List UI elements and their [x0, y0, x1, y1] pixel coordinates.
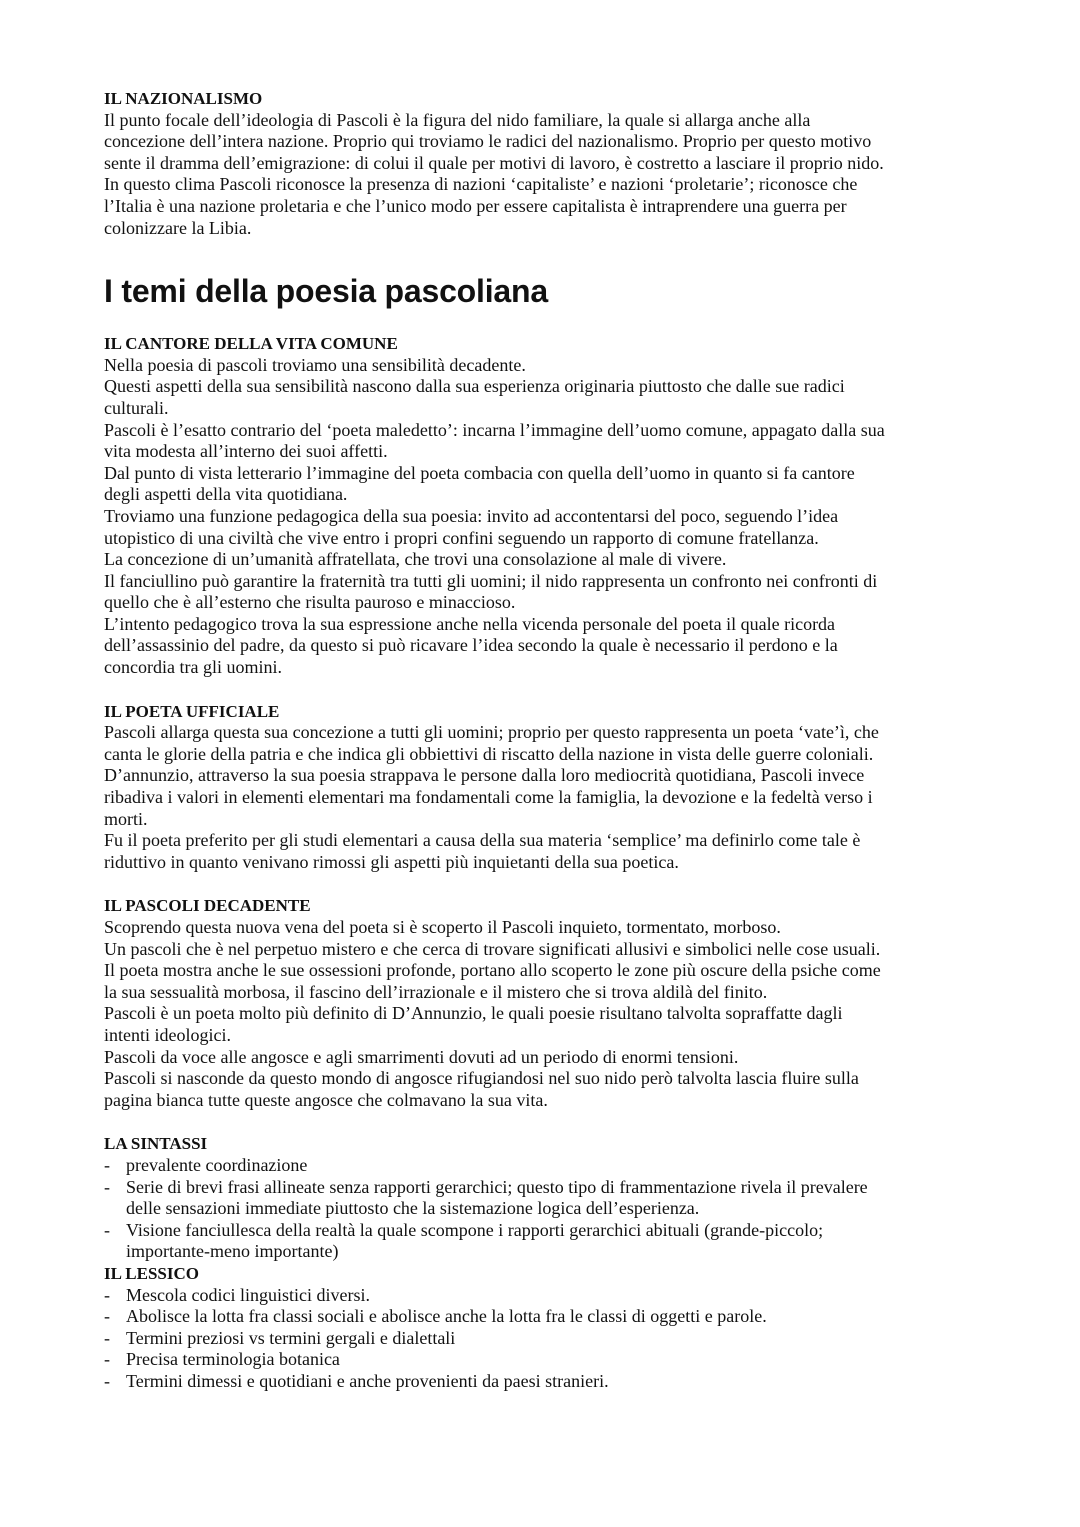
- text-line: La concezione di un’umanità affratellata, che trovi una consolazione al male di vivere.: [104, 549, 727, 570]
- dash-bullet: -: [104, 1176, 110, 1197]
- list-item: [104, 1155, 984, 1177]
- text-line: Nella poesia di pascoli troviamo una sensibilità decadente.: [104, 354, 526, 375]
- section-heading: IL POETA UFFICIALE: [104, 701, 280, 721]
- text-line: Abolisce la lotta fra classi sociali e abolisce anche la lotta fra le classi di oggetti e parole.: [126, 1306, 767, 1327]
- section-spacer: [104, 873, 984, 895]
- list-item: [104, 1306, 984, 1328]
- text-line: riduttivo in quanto venivano rimossi gli aspetti più inquietanti della sua poetica.: [104, 851, 679, 872]
- text-line: concordia tra gli uomini.: [104, 657, 282, 678]
- text-line: Pascoli è un poeta molto più definito di D’Annunzio, le quali poesie risultano talvolta sopraffatte dagli: [104, 1003, 843, 1024]
- text-line: morti.: [104, 808, 148, 829]
- section-cantore: [104, 333, 984, 679]
- section-heading: IL PASCOLI DECADENTE: [104, 896, 311, 916]
- section-ufficiale: [104, 701, 984, 874]
- text-line: pagina bianca tutte queste angosce che colmavano la sua vita.: [104, 1089, 548, 1110]
- dash-bullet: -: [104, 1284, 110, 1305]
- dash-bullet: -: [104, 1306, 110, 1327]
- text-line: utopistico di una civiltà che vive entro i propri confini seguendo un rapporto di comune fratellanza.: [104, 527, 819, 548]
- dash-bullet: -: [104, 1154, 110, 1175]
- text-line: la sua sessualità morbosa, il fascino dell’irrazionale e il mistero che si trova aldilà del finito.: [104, 981, 768, 1002]
- dash-bullet: -: [104, 1349, 110, 1370]
- list-item: [104, 1177, 984, 1220]
- text-line: Termini dimessi e quotidiani e anche provenienti da paesi stranieri.: [126, 1370, 609, 1391]
- text-line: Visione fanciullesca della realtà la quale scompone i rapporti gerarchici abituali (grande-piccolo;: [126, 1219, 824, 1240]
- section-spacer: [104, 1111, 984, 1133]
- dash-bullet: -: [104, 1370, 110, 1391]
- text-line: concezione dell’intera nazione. Proprio qui troviamo le radici del nazionalismo. Proprio per questo motivo: [104, 131, 872, 152]
- text-line: Il punto focale dell’ideologia di Pascoli è la figura del nido familiare, la quale si allarga anche alla: [104, 109, 811, 130]
- text-line: L’intento pedagogico trova la sua espressione anche nella vicenda personale del poeta il quale ricorda: [104, 613, 836, 634]
- text-line: dell’assassinio del padre, da questo si può ricavare l’idea secondo la quale è necessario il perdono e la: [104, 635, 838, 656]
- paragraph: [104, 722, 984, 873]
- bullet-list: [104, 1155, 984, 1263]
- text-line: colonizzare la Libia.: [104, 217, 252, 238]
- text-line: Un pascoli che è nel perpetuo mistero e che cerca di trovare significati allusivi e simbolici nelle cose usuali.: [104, 938, 881, 959]
- text-line: sente il dramma dell’emigrazione: di colui il quale per motivi di lavoro, è costretto a lasciare il proprio nido.: [104, 152, 884, 173]
- text-line: degli aspetti della vita quotidiana.: [104, 484, 348, 505]
- text-line: canta le glorie della patria e che indica gli obbiettivi di riscatto della nazione in vista delle guerre coloniali.: [104, 743, 874, 764]
- text-line: D’annunzio, attraverso la sua poesia strappava le persone dalla loro mediocrità quotidiana, Pascoli invece: [104, 765, 865, 786]
- section-heading: IL CANTORE DELLA VITA COMUNE: [104, 334, 398, 354]
- paragraph: [104, 917, 984, 1111]
- text-line: Pascoli allarga questa sua concezione a tutti gli uomini; proprio per questo rappresenta un poeta ‘vate’ì, che: [104, 722, 879, 743]
- section-nazionalismo: [104, 88, 984, 239]
- paragraph: [104, 355, 984, 679]
- text-line: l’Italia è una nazione proletaria e che l’unico modo per essere capitalista è intraprendere una guerra per: [104, 195, 847, 216]
- section-heading: LA SINTASSI: [104, 1134, 208, 1154]
- text-line: Il fanciullino può garantire la fraternità tra tutti gli uomini; il nido rappresenta un confronto nei confronti di: [104, 570, 878, 591]
- text-line: Questi aspetti della sua sensibilità nascono dalla sua esperienza originaria piuttosto che dalle sue radici: [104, 376, 845, 397]
- section-decadente: [104, 895, 984, 1111]
- text-line: prevalente coordinazione: [126, 1154, 308, 1175]
- section-heading: IL NAZIONALISMO: [104, 89, 263, 108]
- text-line: Scoprendo questa nuova vena del poeta si è scoperto il Pascoli inquieto, tormentato, morboso.: [104, 917, 781, 937]
- bullet-list: [104, 1285, 984, 1393]
- text-line: Serie di brevi frasi allineate senza rapporti gerarchici; questo tipo di frammentazione rivela il prevalere: [126, 1176, 868, 1197]
- list-item: [104, 1285, 984, 1307]
- section-sintassi: [104, 1133, 984, 1263]
- text-line: Mescola codici linguistici diversi.: [126, 1284, 370, 1305]
- text-line: Pascoli è l’esatto contrario del ‘poeta maledetto’: incarna l’immagine dell’uomo comune, appagato dalla sua: [104, 419, 885, 440]
- text-line: Troviamo una funzione pedagogica della sua poesia: invito ad accontentarsi del poco, seguendo l’idea: [104, 505, 839, 526]
- list-item: [104, 1349, 984, 1371]
- text-line: delle sensazioni immediate piuttosto che la sistemazione logica dell’esperienza.: [126, 1198, 700, 1219]
- dash-bullet: -: [104, 1327, 110, 1348]
- list-item: [104, 1371, 984, 1393]
- text-line: quello che è all’esterno che risulta pauroso e minaccioso.: [104, 592, 516, 613]
- page-title: I temi della poesia pascoliana: [104, 273, 548, 310]
- list-item: [104, 1220, 984, 1263]
- text-line: ribadiva i valori in elementi elementari ma fondamentali come la famiglia, la devozione e la fedeltà verso i: [104, 787, 873, 808]
- text-line: Dal punto di vista letterario l’immagine del poeta combacia con quella dell’uomo in quanto si fa cantore: [104, 462, 855, 483]
- list-item: [104, 1328, 984, 1350]
- text-line: vita modesta all’interno dei suoi affetti.: [104, 441, 388, 462]
- section-lessico: [104, 1263, 984, 1393]
- text-line: Fu il poeta preferito per gli studi elementari a causa della sua materia ‘semplice’ ma definirlo come tale è: [104, 830, 861, 851]
- text-line: Pascoli da voce alle angosce e agli smarrimenti dovuti ad un periodo di enormi tensioni.: [104, 1046, 739, 1067]
- paragraph: [104, 110, 984, 240]
- document-page: [104, 88, 984, 1392]
- text-line: Precisa terminologia botanica: [126, 1349, 340, 1370]
- text-line: In questo clima Pascoli riconosce la presenza di nazioni ‘capitaliste’ e nazioni ‘proletarie’; riconosce che: [104, 174, 858, 195]
- text-line: intenti ideologici.: [104, 1024, 231, 1045]
- text-line: Il poeta mostra anche le sue ossessioni profonde, portano allo scoperto le zone più oscure della psiche come: [104, 960, 881, 981]
- text-line: Termini preziosi vs termini gergali e dialettali: [126, 1327, 456, 1348]
- dash-bullet: -: [104, 1219, 110, 1240]
- text-line: Pascoli si nasconde da questo mondo di angosce rifugiandosi nel suo nido però talvolta lascia fluire sulla: [104, 1068, 859, 1089]
- section-spacer: [104, 679, 984, 701]
- text-line: importante-meno importante): [126, 1241, 339, 1262]
- section-heading: IL LESSICO: [104, 1263, 199, 1283]
- text-line: culturali.: [104, 397, 169, 418]
